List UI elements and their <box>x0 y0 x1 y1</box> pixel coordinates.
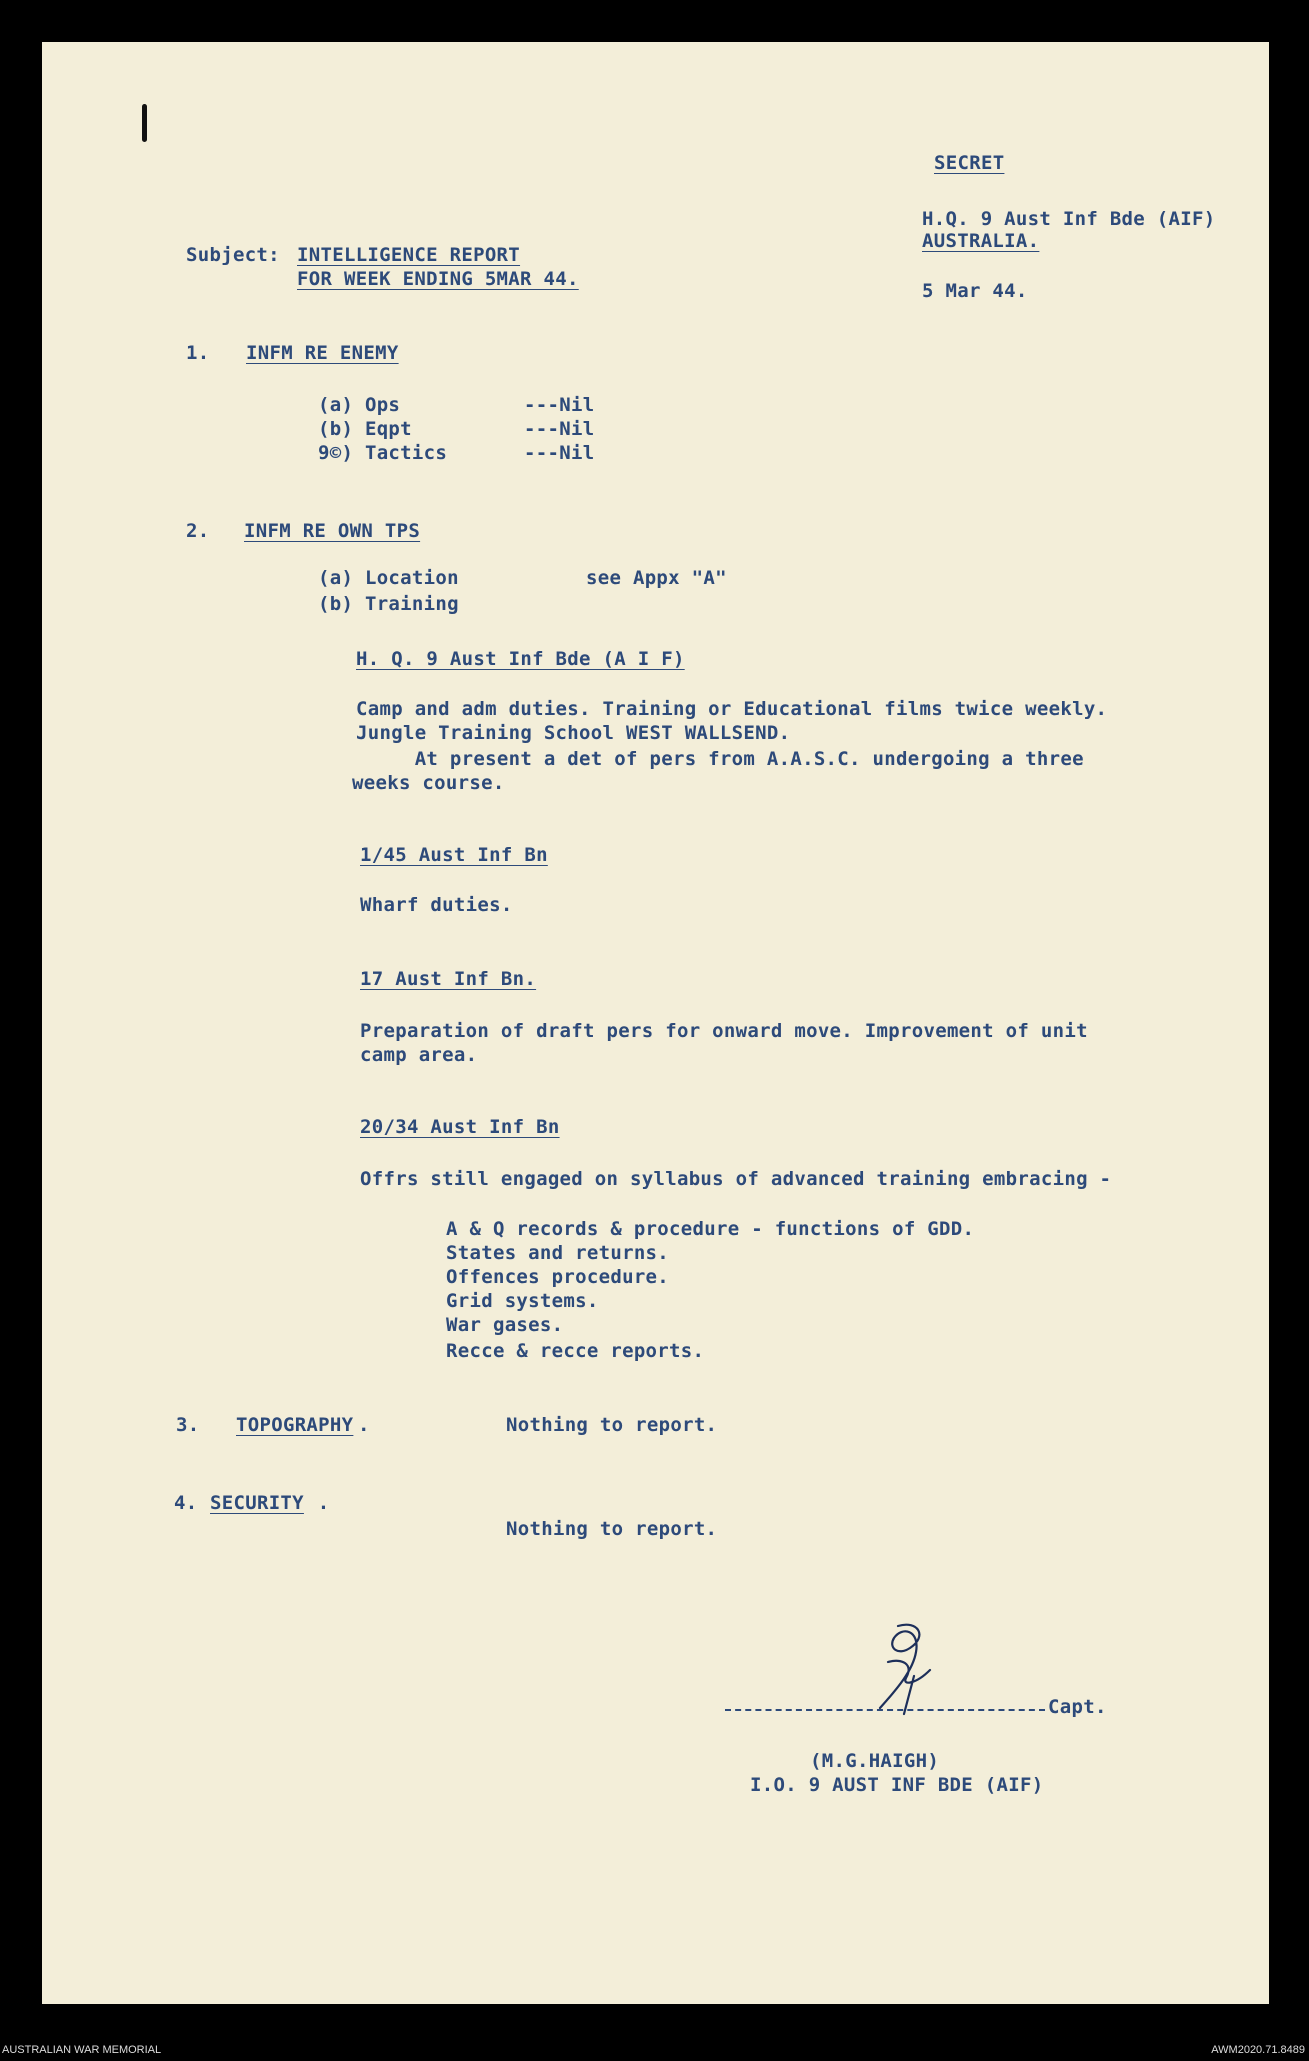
section-4-heading: SECURITY <box>210 1492 304 1514</box>
unit-text-line: camp area. <box>360 1044 478 1066</box>
section-1-heading: INFM RE ENEMY <box>246 342 399 364</box>
section-1-item-value: ---Nil <box>524 394 595 416</box>
section-4-text: Nothing to report. <box>506 1518 718 1540</box>
archive-source-label: AUSTRALIAN WAR MEMORIAL <box>2 2044 162 2056</box>
unit-text-line: Camp and adm duties. Training or Educational films twice weekly. <box>356 698 1108 720</box>
section-1-number: 1. <box>186 342 210 364</box>
unit-text-line: Offrs still engaged on syllabus of advanced training embracing - <box>360 1168 1112 1190</box>
section-1-item-label: 9©) Tactics <box>318 442 448 464</box>
report-date: 5 Mar 44. <box>922 280 1028 302</box>
archive-reference-number: AWM2020.71.8489 <box>1211 2044 1305 2056</box>
section-2-number: 2. <box>186 520 210 542</box>
subject-line-2: FOR WEEK ENDING 5MAR 44. <box>297 268 579 290</box>
section-2-heading: INFM RE OWN TPS <box>244 520 421 542</box>
signatory-title: I.O. 9 AUST INF BDE (AIF) <box>750 1774 1044 1796</box>
unit-heading: 20/34 Aust Inf Bn <box>360 1116 560 1138</box>
training-label: (b) Training <box>318 593 459 615</box>
section-1-item-label: (b) Eqpt <box>318 418 412 440</box>
unit-text-line: At present a det of pers from A.A.S.C. undergoing a three <box>356 748 1084 770</box>
syllabus-item: Offences procedure. <box>446 1266 670 1288</box>
syllabus-item: War gases. <box>446 1314 564 1336</box>
syllabus-item: Grid systems. <box>446 1290 599 1312</box>
location-label: (a) Location <box>318 567 459 589</box>
section-3-heading-punct: . <box>358 1414 370 1436</box>
unit-heading: 17 Aust Inf Bn. <box>360 968 537 990</box>
subject-line-1: INTELLIGENCE REPORT <box>297 244 521 266</box>
section-1-item-label: (a) Ops <box>318 394 401 416</box>
unit-text-line: Jungle Training School WEST WALLSEND. <box>356 722 791 744</box>
signature-line <box>725 1709 1045 1711</box>
section-1-item-value: ---Nil <box>524 442 595 464</box>
section-4-number: 4. <box>174 1492 198 1514</box>
section-3-text: Nothing to report. <box>506 1414 718 1436</box>
subject-label: Subject: <box>186 244 280 266</box>
unit-text-line: weeks course. <box>352 772 505 794</box>
unit-text-line: Wharf duties. <box>360 894 513 916</box>
handwritten-signature <box>858 1618 948 1718</box>
location-line: AUSTRALIA. <box>922 230 1040 252</box>
unit-heading: 1/45 Aust Inf Bn <box>360 844 548 866</box>
syllabus-item: Recce & recce reports. <box>446 1340 705 1362</box>
section-1-item-value: ---Nil <box>524 418 595 440</box>
hq-line: H.Q. 9 Aust Inf Bde (AIF) <box>922 208 1216 230</box>
signatory-rank: Capt. <box>1048 1696 1107 1718</box>
signatory-name: (M.G.HAIGH) <box>810 1750 940 1772</box>
syllabus-item: A & Q records & procedure - functions of GDD. <box>446 1218 975 1240</box>
unit-heading: H. Q. 9 Aust Inf Bde (A I F) <box>356 648 685 670</box>
location-value: see Appx "A" <box>586 567 727 589</box>
section-3-number: 3. <box>176 1414 200 1436</box>
syllabus-item: States and returns. <box>446 1242 670 1264</box>
unit-text-line: Preparation of draft pers for onward move. Improvement of unit <box>360 1020 1088 1042</box>
classification-label: SECRET <box>934 152 1005 174</box>
section-3-heading: TOPOGRAPHY <box>236 1414 354 1436</box>
punch-hole-mark <box>142 104 147 142</box>
section-4-heading-punct: . <box>306 1492 330 1514</box>
